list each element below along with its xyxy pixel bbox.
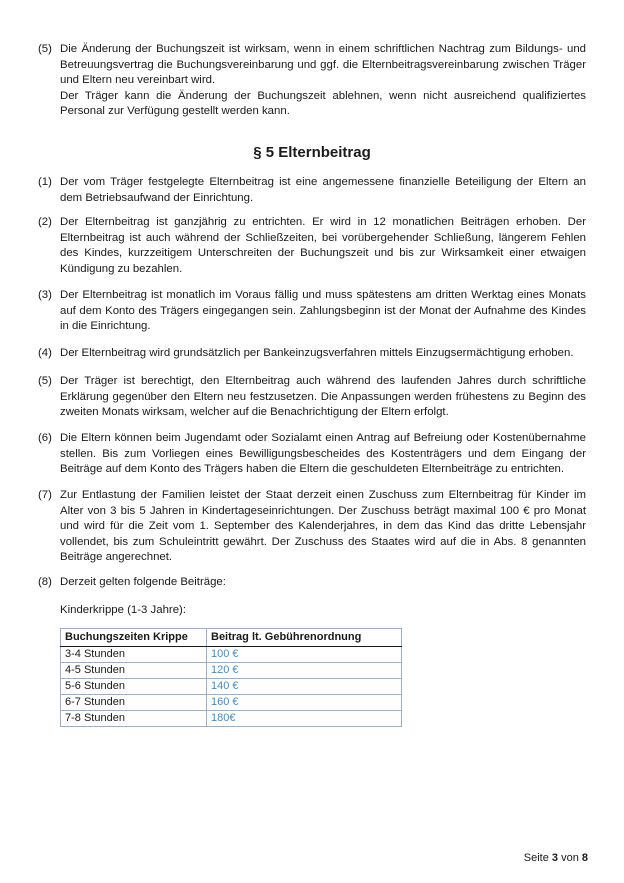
paragraph-text: Die Eltern können beim Jugendamt oder Sozialamt einen Antrag auf Befreiung oder Kostenübernahme stellen. Bis zum Vorliegen eines Bewilligungsbescheides des Kostenträgers und dem Eingang der Beiträge auf dem Konto des Trägers haben die Eltern die geschuldeten Elternbeiträge zu entrichten.	[60, 432, 586, 476]
paragraph-text: Der Elternbeitrag ist monatlich im Voraus fällig und muss spätestens am dritten Werktag eines Monats auf dem Konto des Trägers eingegangen sein. Zahlungsbeginn ist der Monat der Aufnahme des Kindes in die Einrichtung.	[60, 289, 586, 333]
paragraph-number: (2)	[38, 216, 52, 228]
paragraph-3	[38, 288, 586, 335]
paragraph-text: Der vom Träger festgelegte Elternbeitrag ist eine angemessene finanzielle Beteiligung der Eltern an dem Betriebsaufwand der Einrichtung.	[60, 176, 586, 204]
paragraph-intro-5	[38, 42, 586, 120]
paragraph-number: (8)	[38, 576, 52, 588]
paragraph-number: (6)	[38, 432, 52, 444]
paragraph-text: Der Elternbeitrag ist ganzjährig zu entrichten. Er wird in 12 monatlichen Beiträgen erhoben. Der Elternbeitrag ist auch während der Schließzeiten, bei vorübergehender Schließung, längerem Fehlen des Kindes, kurzzeitigem Unterschreiten der Buchungszeit und bis zur Wirksamkeit einer etwaigen Kündigung zu bezahlen.	[60, 216, 586, 275]
paragraph-8	[38, 575, 586, 591]
page-label: Seite	[523, 852, 552, 864]
current-page: 3	[551, 852, 559, 864]
paragraph-text: Derzeit gelten folgende Beiträge:	[60, 576, 226, 588]
paragraph-text: Die Änderung der Buchungszeit ist wirksam, wenn in einem schriftlichen Nachtrag zum Bildungs- und Betreuungsvertrag die Buchungsvereinbarung und ggf. die Elternbeitragsvereinbarung zwischen Träger und Eltern neu vereinbart wird.	[60, 43, 586, 87]
booking-time-cell: 4-5 Stunden	[61, 663, 207, 679]
paragraph-4	[38, 346, 586, 362]
column-header-booking-time: Buchungszeiten Krippe	[61, 629, 207, 647]
paragraph-text: Der Elternbeitrag wird grundsätzlich per Bankeinzugsverfahren mittels Einzugsermächtigung erhoben.	[60, 347, 574, 359]
paragraph-2	[38, 215, 586, 277]
column-header-fee: Beitrag lt. Gebührenordnung	[207, 629, 402, 647]
fee-table	[60, 628, 402, 727]
paragraph-number: (5)	[38, 43, 52, 55]
fee-cell: 120 €	[207, 663, 402, 679]
paragraph-1	[38, 175, 586, 206]
table-row	[61, 711, 402, 727]
page-number	[524, 852, 588, 864]
paragraph-number: (5)	[38, 375, 52, 387]
paragraph-number: (3)	[38, 289, 52, 301]
section-heading: § 5 Elternbeitrag	[253, 144, 371, 161]
paragraph-5	[38, 374, 586, 421]
paragraph-text: Der Träger ist berechtigt, den Elternbeitrag auch während des laufenden Jahres durch schriftliche Erklärung gegenüber den Eltern neu festzusetzen. Die Anpassungen werden frühestens zu Beginn des zweiten Monats wirksam, welcher auf die Benachrichtigung der Eltern erfolgt.	[60, 375, 586, 419]
paragraph-text: Der Träger kann die Änderung der Buchungszeit ablehnen, wenn nicht ausreichend qualifiziertes Personal zur Verfügung gestellt werden kann.	[60, 89, 586, 118]
booking-time-cell: 5-6 Stunden	[61, 679, 207, 695]
paragraph-number: (4)	[38, 347, 52, 359]
booking-time-cell: 3-4 Stunden	[61, 647, 207, 663]
total-pages: 8	[581, 852, 588, 864]
booking-time-cell: 7-8 Stunden	[61, 711, 207, 727]
table-row	[61, 679, 402, 695]
fee-cell: 180€	[207, 711, 402, 727]
fee-cell: 140 €	[207, 679, 402, 695]
paragraph-number: (1)	[38, 176, 52, 188]
paragraph-7	[38, 488, 586, 566]
fee-cell: 100 €	[207, 647, 402, 663]
paragraph-number: (7)	[38, 489, 52, 501]
booking-time-cell: 6-7 Stunden	[61, 695, 207, 711]
paragraph-6	[38, 431, 586, 478]
page-separator: von	[558, 852, 582, 864]
table-row	[61, 695, 402, 711]
table-row	[61, 663, 402, 679]
fee-table-caption: Kinderkrippe (1-3 Jahre):	[60, 604, 186, 616]
fee-cell: 160 €	[207, 695, 402, 711]
paragraph-text: Zur Entlastung der Familien leistet der Staat derzeit einen Zuschuss zum Elternbeitrag für Kinder im Alter von 3 bis 5 Jahren in Kindertageseinrichtungen. Der Zuschuss beträgt maximal 100 € pro Monat und wird für die Zeit vom 1. September des Kalenderjahres, in dem das Kind das dritte Lebensjahr vollendet, bis zum Schuleintritt gewährt. Der Zuschuss des Staates wird auf die in Abs. 8 genannten Beiträge angerechnet.	[60, 489, 586, 564]
table-row	[61, 647, 402, 663]
table-header-row	[61, 629, 402, 647]
